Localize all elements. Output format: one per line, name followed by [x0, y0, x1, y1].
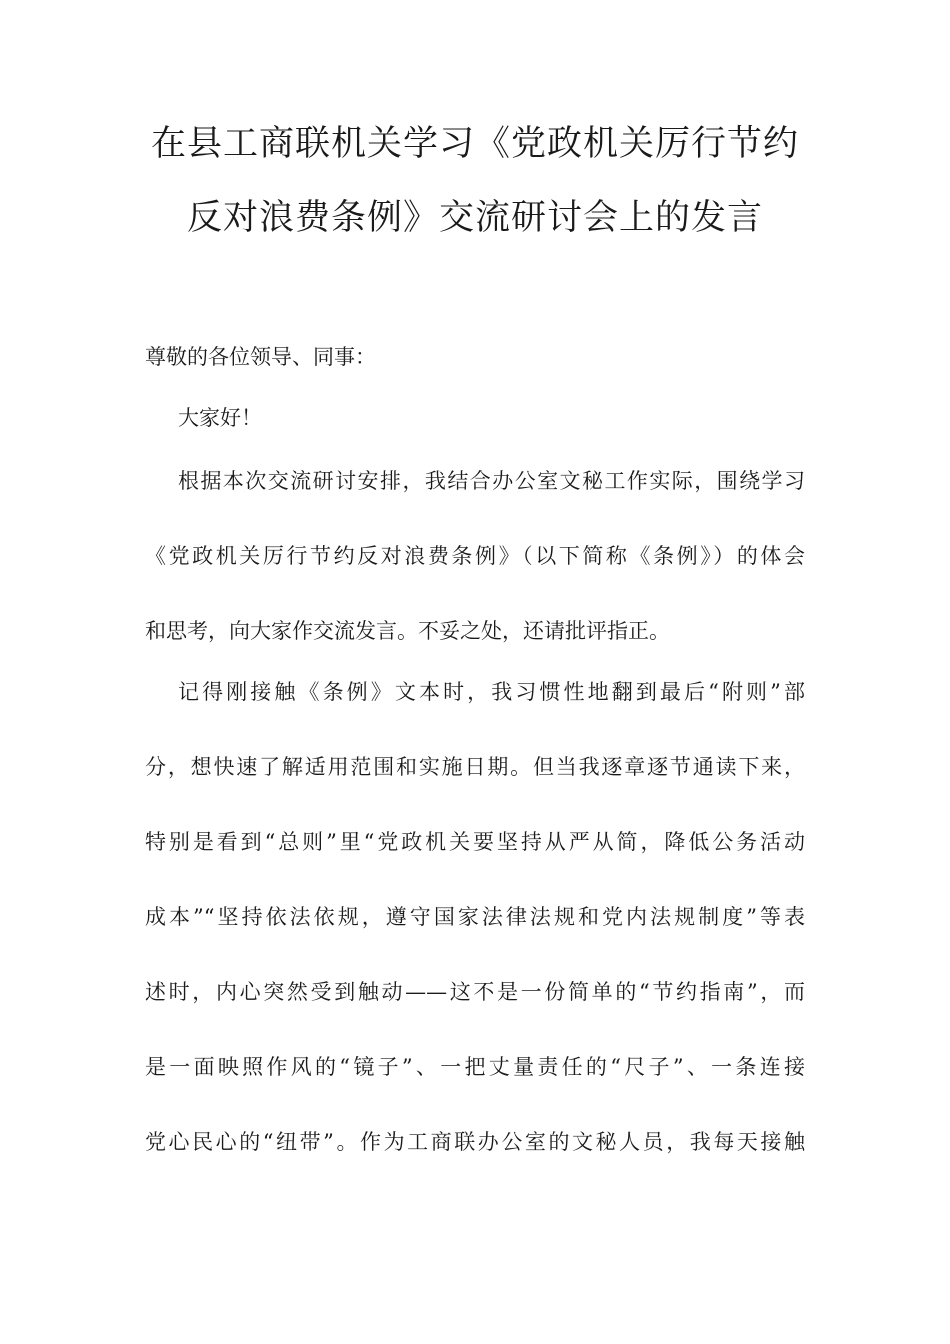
- body-line-3: 和思考，向大家作交流发言。不妥之处，还请批评指正。: [145, 619, 670, 643]
- body-line-2: 《党政机关厉行节约反对浪费条例》（以下简称《条例》）的体会: [145, 544, 805, 568]
- body-line-9: 是一面映照作风的“镜子”、一把丈量责任的“尺子”、一条连接: [145, 1055, 805, 1079]
- body-line-7: 成本”“坚持依法依规，遵守国家法律法规和党内法规制度”等表: [145, 905, 805, 929]
- body-line-8: 述时，内心突然受到触动——这不是一份简单的“节约指南”，而: [145, 980, 805, 1004]
- title-line-2: 反对浪费条例》交流研讨会上的发言: [186, 198, 763, 238]
- body-line-6: 特别是看到“总则”里“党政机关要坚持从严从简，降低公务活动: [145, 830, 805, 854]
- body-line-10: 党心民心的“纽带”。作为工商联办公室的文秘人员，我每天接触: [145, 1130, 805, 1154]
- body-line-1: 根据本次交流研讨安排，我结合办公室文秘工作实际，围绕学习: [178, 469, 805, 493]
- body-line-4: 记得刚接触《条例》文本时，我习惯性地翻到最后“附则”部: [178, 680, 805, 704]
- greeting: 大家好！: [178, 406, 262, 430]
- body-line-5: 分，想快速了解适用范围和实施日期。但当我逐章逐节通读下来，: [145, 755, 805, 779]
- salutation: 尊敬的各位领导、同事：: [145, 345, 376, 369]
- title-line-1: 在县工商联机关学习《党政机关厉行节约: [150, 124, 799, 164]
